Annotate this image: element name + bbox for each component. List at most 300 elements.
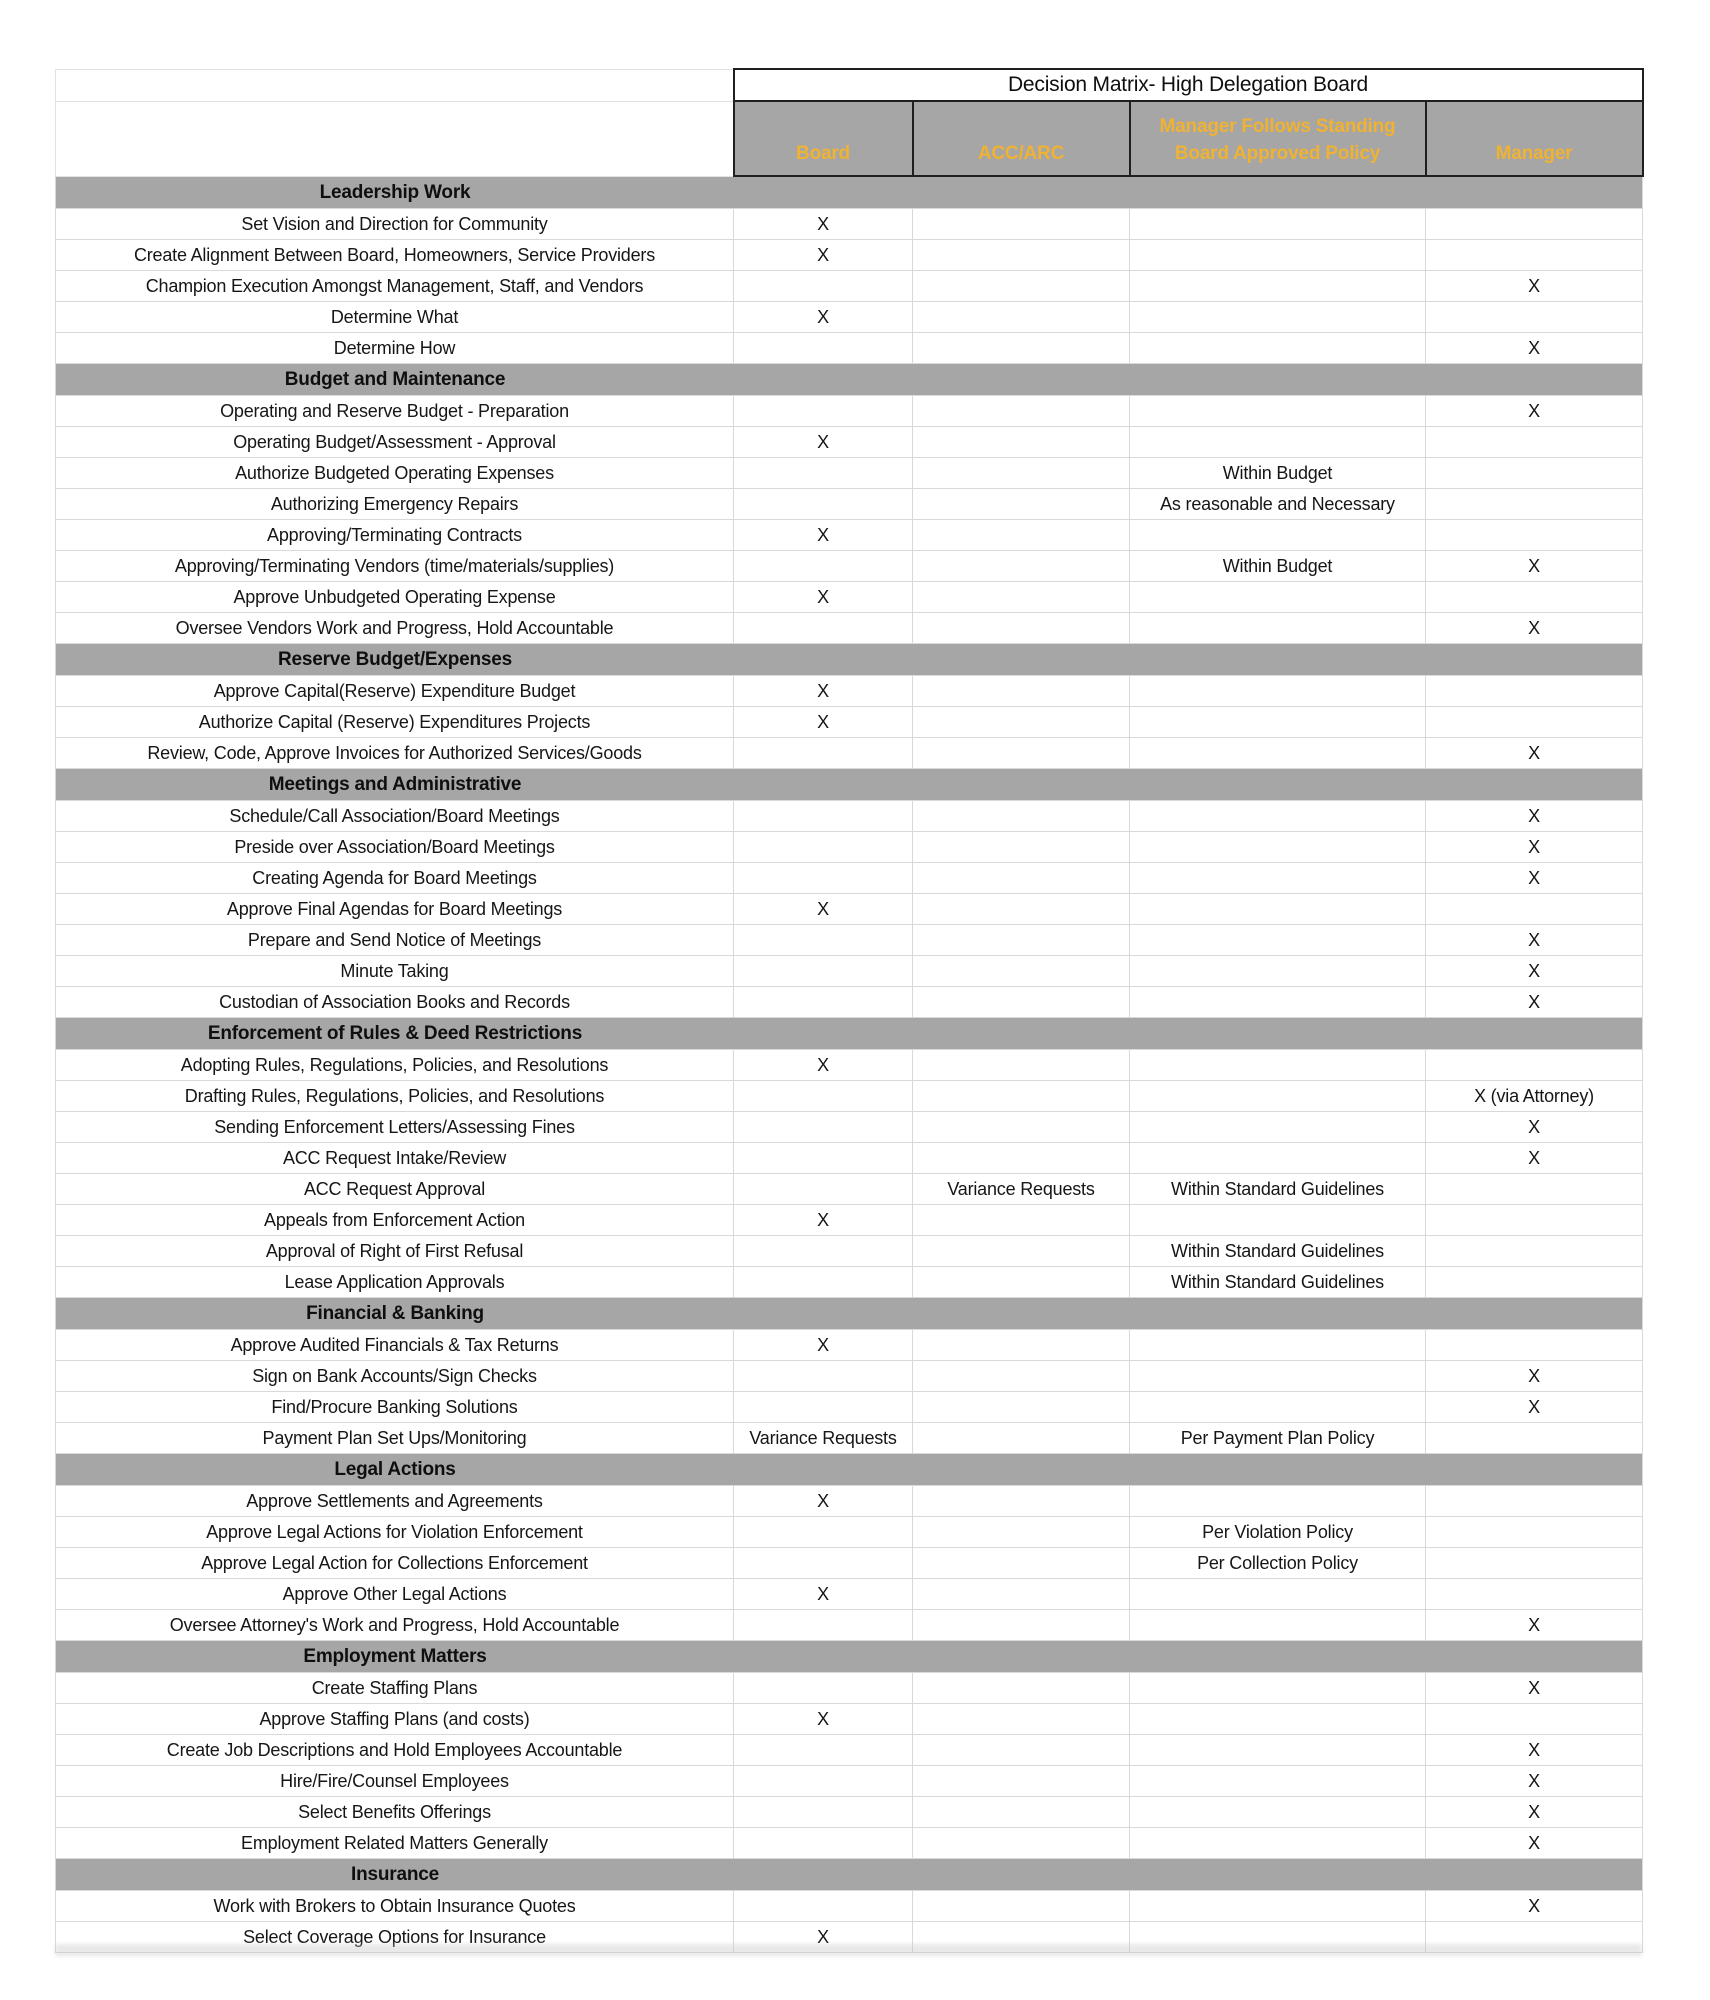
matrix-cell: X bbox=[1426, 333, 1643, 364]
table-row bbox=[56, 1174, 1643, 1205]
matrix-cell: X bbox=[1426, 956, 1643, 987]
matrix-cell bbox=[1426, 240, 1643, 271]
matrix-cell bbox=[913, 427, 1130, 458]
section-label: Budget and Maintenance bbox=[284, 369, 506, 390]
task-label: Custodian of Association Books and Records bbox=[56, 987, 734, 1018]
matrix-cell bbox=[1130, 801, 1426, 832]
table-row bbox=[56, 302, 1643, 333]
matrix-cell bbox=[734, 1548, 913, 1579]
matrix-cell bbox=[913, 1797, 1130, 1828]
task-label: Work with Brokers to Obtain Insurance Quotes bbox=[56, 1891, 734, 1922]
matrix-cell bbox=[1426, 582, 1643, 613]
table-row bbox=[56, 1735, 1643, 1766]
matrix-cell bbox=[1426, 1050, 1643, 1081]
matrix-cell: X bbox=[1426, 1891, 1643, 1922]
matrix-cell bbox=[913, 613, 1130, 644]
table-row bbox=[56, 396, 1643, 427]
matrix-cell bbox=[913, 1735, 1130, 1766]
section-header-cell bbox=[56, 176, 1643, 209]
matrix-cell: X bbox=[734, 1486, 913, 1517]
matrix-cell bbox=[1130, 832, 1426, 863]
matrix-cell bbox=[913, 1517, 1130, 1548]
section-header-row bbox=[56, 1298, 1643, 1330]
matrix-cell bbox=[1130, 1330, 1426, 1361]
matrix-cell bbox=[913, 832, 1130, 863]
matrix-cell bbox=[913, 1579, 1130, 1610]
matrix-cell bbox=[913, 1081, 1130, 1112]
task-label: Create Alignment Between Board, Homeowners, Service Providers bbox=[56, 240, 734, 271]
table-row bbox=[56, 1143, 1643, 1174]
table-row bbox=[56, 520, 1643, 551]
matrix-cell bbox=[734, 1392, 913, 1423]
matrix-cell: Per Violation Policy bbox=[1130, 1517, 1426, 1548]
task-label: ACC Request Intake/Review bbox=[56, 1143, 734, 1174]
column-header-manager-follows-policy: Manager Follows Standing Board Approved Policy bbox=[1130, 101, 1426, 176]
matrix-cell bbox=[1130, 427, 1426, 458]
matrix-cell bbox=[913, 458, 1130, 489]
table-row bbox=[56, 458, 1643, 489]
matrix-cell bbox=[1130, 520, 1426, 551]
table-row bbox=[56, 894, 1643, 925]
table-row bbox=[56, 1423, 1643, 1454]
matrix-cell bbox=[1426, 1330, 1643, 1361]
matrix-cell bbox=[913, 863, 1130, 894]
matrix-cell: X bbox=[1426, 1735, 1643, 1766]
matrix-cell: X bbox=[734, 1922, 913, 1953]
matrix-cell bbox=[734, 1828, 913, 1859]
matrix-cell bbox=[913, 1392, 1130, 1423]
section-label: Financial & Banking bbox=[306, 1303, 484, 1324]
matrix-cell bbox=[1130, 1112, 1426, 1143]
matrix-cell bbox=[1426, 1205, 1643, 1236]
matrix-cell bbox=[1426, 1423, 1643, 1454]
task-label: Set Vision and Direction for Community bbox=[56, 209, 734, 240]
task-label: Approve Legal Action for Collections Enforcement bbox=[56, 1548, 734, 1579]
matrix-cell: X bbox=[1426, 396, 1643, 427]
matrix-cell bbox=[734, 987, 913, 1018]
matrix-cell bbox=[734, 1267, 913, 1298]
table-row bbox=[56, 1766, 1643, 1797]
matrix-cell: X bbox=[1426, 1392, 1643, 1423]
section-header-row bbox=[56, 1859, 1643, 1891]
table-row bbox=[56, 956, 1643, 987]
matrix-cell bbox=[734, 458, 913, 489]
task-label: Approve Final Agendas for Board Meetings bbox=[56, 894, 734, 925]
task-label: Hire/Fire/Counsel Employees bbox=[56, 1766, 734, 1797]
matrix-cell bbox=[1130, 302, 1426, 333]
task-label: Champion Execution Amongst Management, Staff, and Vendors bbox=[56, 271, 734, 302]
task-label: Approve Staffing Plans (and costs) bbox=[56, 1704, 734, 1735]
matrix-cell bbox=[734, 1236, 913, 1267]
matrix-cell bbox=[913, 271, 1130, 302]
matrix-cell: X bbox=[1426, 987, 1643, 1018]
matrix-cell bbox=[913, 1330, 1130, 1361]
matrix-cell bbox=[734, 1517, 913, 1548]
matrix-cell bbox=[734, 333, 913, 364]
task-label: Operating and Reserve Budget - Preparation bbox=[56, 396, 734, 427]
matrix-cell: Within Budget bbox=[1130, 551, 1426, 582]
section-header-row bbox=[56, 1018, 1643, 1050]
scan-artifact bbox=[55, 1944, 1642, 1956]
matrix-cell bbox=[1130, 1735, 1426, 1766]
matrix-cell bbox=[913, 1766, 1130, 1797]
matrix-cell: X bbox=[734, 1050, 913, 1081]
task-label: Oversee Vendors Work and Progress, Hold Accountable bbox=[56, 613, 734, 644]
task-label: Select Benefits Offerings bbox=[56, 1797, 734, 1828]
table-row bbox=[56, 1828, 1643, 1859]
column-header-row bbox=[56, 101, 1643, 176]
column-header-acc-arc: ACC/ARC bbox=[913, 101, 1130, 176]
matrix-cell bbox=[1130, 1673, 1426, 1704]
matrix-cell bbox=[1130, 1579, 1426, 1610]
table-row bbox=[56, 707, 1643, 738]
section-header-row bbox=[56, 364, 1643, 396]
task-label: Create Job Descriptions and Hold Employees Accountable bbox=[56, 1735, 734, 1766]
task-label: Minute Taking bbox=[56, 956, 734, 987]
section-label: Leadership Work bbox=[319, 182, 471, 203]
matrix-cell: X bbox=[734, 302, 913, 333]
matrix-cell bbox=[1130, 1361, 1426, 1392]
matrix-cell bbox=[913, 894, 1130, 925]
matrix-cell bbox=[734, 489, 913, 520]
section-header-row bbox=[56, 176, 1643, 209]
section-header-row bbox=[56, 1641, 1643, 1673]
matrix-cell: X bbox=[734, 520, 913, 551]
section-label: Employment Matters bbox=[303, 1646, 487, 1667]
table-row bbox=[56, 676, 1643, 707]
table-row bbox=[56, 551, 1643, 582]
matrix-cell bbox=[1426, 1704, 1643, 1735]
matrix-cell bbox=[913, 1486, 1130, 1517]
section-header-cell bbox=[56, 1018, 1643, 1050]
matrix-cell bbox=[1426, 1236, 1643, 1267]
matrix-cell: X bbox=[734, 1704, 913, 1735]
matrix-cell: Per Collection Policy bbox=[1130, 1548, 1426, 1579]
matrix-cell bbox=[913, 302, 1130, 333]
matrix-cell: Within Standard Guidelines bbox=[1130, 1174, 1426, 1205]
task-label: Approve Capital(Reserve) Expenditure Budget bbox=[56, 676, 734, 707]
matrix-cell bbox=[734, 863, 913, 894]
table-row bbox=[56, 1050, 1643, 1081]
matrix-cell bbox=[1426, 1579, 1643, 1610]
matrix-cell: X bbox=[1426, 551, 1643, 582]
matrix-cell bbox=[1130, 396, 1426, 427]
task-label: Authorize Capital (Reserve) Expenditures Projects bbox=[56, 707, 734, 738]
matrix-cell: Per Payment Plan Policy bbox=[1130, 1423, 1426, 1454]
section-header-row bbox=[56, 644, 1643, 676]
task-label: Creating Agenda for Board Meetings bbox=[56, 863, 734, 894]
matrix-cell bbox=[913, 333, 1130, 364]
matrix-cell bbox=[734, 1174, 913, 1205]
matrix-cell: X bbox=[734, 209, 913, 240]
column-header-manager: Manager bbox=[1426, 101, 1643, 176]
matrix-cell bbox=[1426, 1486, 1643, 1517]
matrix-cell bbox=[913, 1267, 1130, 1298]
matrix-cell bbox=[913, 1673, 1130, 1704]
matrix-cell: X bbox=[734, 1579, 913, 1610]
matrix-cell bbox=[1426, 1267, 1643, 1298]
matrix-cell: X bbox=[1426, 738, 1643, 769]
task-label: ACC Request Approval bbox=[56, 1174, 734, 1205]
matrix-cell bbox=[913, 738, 1130, 769]
table-row bbox=[56, 1704, 1643, 1735]
matrix-cell bbox=[1426, 1517, 1643, 1548]
matrix-cell: Within Standard Guidelines bbox=[1130, 1267, 1426, 1298]
matrix-cell: Variance Requests bbox=[913, 1174, 1130, 1205]
matrix-cell: X bbox=[734, 427, 913, 458]
task-label: Approval of Right of First Refusal bbox=[56, 1236, 734, 1267]
task-label: Sign on Bank Accounts/Sign Checks bbox=[56, 1361, 734, 1392]
matrix-cell: X bbox=[1426, 1610, 1643, 1641]
table-row bbox=[56, 1610, 1643, 1641]
matrix-cell bbox=[1130, 333, 1426, 364]
table-row bbox=[56, 1891, 1643, 1922]
matrix-cell bbox=[913, 551, 1130, 582]
table-row bbox=[56, 613, 1643, 644]
task-label: Prepare and Send Notice of Meetings bbox=[56, 925, 734, 956]
task-label: Authorizing Emergency Repairs bbox=[56, 489, 734, 520]
table-row bbox=[56, 271, 1643, 302]
matrix-cell bbox=[1130, 956, 1426, 987]
matrix-cell bbox=[734, 801, 913, 832]
table-row bbox=[56, 863, 1643, 894]
table-row bbox=[56, 1673, 1643, 1704]
table-row bbox=[56, 1330, 1643, 1361]
matrix-cell bbox=[734, 1361, 913, 1392]
matrix-cell: X bbox=[734, 676, 913, 707]
matrix-cell bbox=[1130, 925, 1426, 956]
section-label: Legal Actions bbox=[334, 1459, 456, 1480]
table-row bbox=[56, 333, 1643, 364]
matrix-cell bbox=[734, 738, 913, 769]
matrix-cell bbox=[1130, 1797, 1426, 1828]
matrix-cell bbox=[1426, 458, 1643, 489]
matrix-cell: X bbox=[734, 707, 913, 738]
matrix-cell: X bbox=[1426, 1673, 1643, 1704]
matrix-cell bbox=[734, 1673, 913, 1704]
matrix-cell bbox=[1130, 1205, 1426, 1236]
matrix-cell bbox=[734, 1143, 913, 1174]
matrix-cell: X bbox=[1426, 832, 1643, 863]
matrix-cell bbox=[734, 1735, 913, 1766]
task-label: Employment Related Matters Generally bbox=[56, 1828, 734, 1859]
table-row bbox=[56, 1112, 1643, 1143]
section-label: Enforcement of Rules & Deed Restrictions bbox=[207, 1023, 583, 1044]
matrix-cell bbox=[734, 1610, 913, 1641]
matrix-cell bbox=[1130, 707, 1426, 738]
task-label: Approve Legal Actions for Violation Enforcement bbox=[56, 1517, 734, 1548]
section-header-cell bbox=[56, 364, 1643, 396]
task-label: Determine What bbox=[56, 302, 734, 333]
table-row bbox=[56, 1236, 1643, 1267]
matrix-cell: X bbox=[734, 582, 913, 613]
table-row bbox=[56, 1579, 1643, 1610]
matrix-cell bbox=[913, 1205, 1130, 1236]
section-header-cell bbox=[56, 769, 1643, 801]
matrix-cell bbox=[1130, 738, 1426, 769]
matrix-cell: X bbox=[734, 240, 913, 271]
section-header-cell bbox=[56, 1454, 1643, 1486]
matrix-cell bbox=[1130, 1828, 1426, 1859]
matrix-cell bbox=[734, 1797, 913, 1828]
task-label: Find/Procure Banking Solutions bbox=[56, 1392, 734, 1423]
matrix-cell bbox=[734, 551, 913, 582]
matrix-cell bbox=[734, 271, 913, 302]
section-header-cell bbox=[56, 1859, 1643, 1891]
table-row bbox=[56, 209, 1643, 240]
section-header-cell bbox=[56, 1641, 1643, 1673]
matrix-cell bbox=[1426, 894, 1643, 925]
matrix-cell bbox=[1426, 520, 1643, 551]
matrix-cell bbox=[913, 1050, 1130, 1081]
table-title: Decision Matrix- High Delegation Board bbox=[734, 69, 1643, 101]
matrix-cell: X bbox=[1426, 1361, 1643, 1392]
matrix-cell bbox=[734, 1081, 913, 1112]
table-row bbox=[56, 427, 1643, 458]
table-row bbox=[56, 1797, 1643, 1828]
matrix-cell bbox=[734, 1891, 913, 1922]
task-label: Approving/Terminating Vendors (time/materials/supplies) bbox=[56, 551, 734, 582]
matrix-cell bbox=[1426, 1174, 1643, 1205]
matrix-cell bbox=[913, 987, 1130, 1018]
decision-matrix-table bbox=[55, 68, 1644, 1953]
matrix-cell: Variance Requests bbox=[734, 1423, 913, 1454]
table-row bbox=[56, 738, 1643, 769]
section-label: Meetings and Administrative bbox=[268, 774, 522, 795]
matrix-cell bbox=[1130, 1050, 1426, 1081]
matrix-cell bbox=[913, 1112, 1130, 1143]
task-label: Approve Unbudgeted Operating Expense bbox=[56, 582, 734, 613]
matrix-cell: Within Budget bbox=[1130, 458, 1426, 489]
table-row bbox=[56, 1517, 1643, 1548]
matrix-cell: X bbox=[1426, 863, 1643, 894]
task-label: Approve Other Legal Actions bbox=[56, 1579, 734, 1610]
matrix-cell bbox=[913, 707, 1130, 738]
matrix-cell bbox=[913, 582, 1130, 613]
table-row bbox=[56, 489, 1643, 520]
section-header-cell bbox=[56, 1298, 1643, 1330]
matrix-cell bbox=[913, 1143, 1130, 1174]
task-label: Approving/Terminating Contracts bbox=[56, 520, 734, 551]
matrix-cell bbox=[1130, 1891, 1426, 1922]
matrix-cell bbox=[913, 1423, 1130, 1454]
matrix-cell bbox=[913, 676, 1130, 707]
matrix-cell bbox=[734, 925, 913, 956]
matrix-cell bbox=[1426, 427, 1643, 458]
matrix-cell bbox=[913, 925, 1130, 956]
matrix-cell bbox=[1426, 707, 1643, 738]
matrix-cell bbox=[1130, 1704, 1426, 1735]
matrix-cell bbox=[913, 1236, 1130, 1267]
matrix-cell: X bbox=[1426, 801, 1643, 832]
matrix-cell bbox=[913, 1704, 1130, 1735]
task-label: Review, Code, Approve Invoices for Authorized Services/Goods bbox=[56, 738, 734, 769]
table-row bbox=[56, 1548, 1643, 1579]
matrix-cell bbox=[734, 396, 913, 427]
matrix-cell bbox=[1426, 209, 1643, 240]
task-label: Payment Plan Set Ups/Monitoring bbox=[56, 1423, 734, 1454]
task-label: Approve Settlements and Agreements bbox=[56, 1486, 734, 1517]
matrix-cell: X bbox=[734, 894, 913, 925]
matrix-cell bbox=[1426, 302, 1643, 333]
corner-cell-upper bbox=[56, 69, 734, 101]
matrix-cell bbox=[913, 489, 1130, 520]
matrix-cell bbox=[1130, 1610, 1426, 1641]
task-label: Approve Audited Financials & Tax Returns bbox=[56, 1330, 734, 1361]
matrix-cell bbox=[1130, 209, 1426, 240]
matrix-cell bbox=[1130, 1081, 1426, 1112]
matrix-cell: X bbox=[1426, 271, 1643, 302]
section-label: Reserve Budget/Expenses bbox=[277, 649, 513, 670]
column-header-board: Board bbox=[734, 101, 913, 176]
matrix-cell bbox=[1130, 271, 1426, 302]
matrix-cell bbox=[1130, 1766, 1426, 1797]
task-label: Schedule/Call Association/Board Meetings bbox=[56, 801, 734, 832]
matrix-cell bbox=[734, 1766, 913, 1797]
matrix-cell bbox=[1130, 863, 1426, 894]
matrix-cell bbox=[1426, 489, 1643, 520]
matrix-cell: X bbox=[1426, 925, 1643, 956]
matrix-cell bbox=[913, 396, 1130, 427]
matrix-cell: As reasonable and Necessary bbox=[1130, 489, 1426, 520]
matrix-cell bbox=[913, 1610, 1130, 1641]
task-label: Select Coverage Options for Insurance bbox=[56, 1922, 734, 1953]
table-row bbox=[56, 925, 1643, 956]
title-row bbox=[56, 69, 1643, 101]
matrix-cell bbox=[1130, 894, 1426, 925]
matrix-cell bbox=[1426, 676, 1643, 707]
table-row bbox=[56, 582, 1643, 613]
matrix-cell: X bbox=[1426, 1766, 1643, 1797]
matrix-cell: X bbox=[1426, 1797, 1643, 1828]
matrix-cell: X bbox=[734, 1205, 913, 1236]
matrix-cell bbox=[1130, 676, 1426, 707]
table-row bbox=[56, 1361, 1643, 1392]
matrix-cell: X bbox=[1426, 1143, 1643, 1174]
matrix-cell bbox=[913, 956, 1130, 987]
table-row bbox=[56, 1392, 1643, 1423]
table-row bbox=[56, 240, 1643, 271]
table-row bbox=[56, 832, 1643, 863]
table-row bbox=[56, 1205, 1643, 1236]
task-label: Authorize Budgeted Operating Expenses bbox=[56, 458, 734, 489]
task-label: Preside over Association/Board Meetings bbox=[56, 832, 734, 863]
matrix-cell: X (via Attorney) bbox=[1426, 1081, 1643, 1112]
matrix-cell: X bbox=[1426, 613, 1643, 644]
section-label: Insurance bbox=[351, 1864, 439, 1885]
table-row bbox=[56, 1486, 1643, 1517]
matrix-cell bbox=[1130, 1392, 1426, 1423]
matrix-cell bbox=[913, 209, 1130, 240]
table-row bbox=[56, 1267, 1643, 1298]
task-label: Lease Application Approvals bbox=[56, 1267, 734, 1298]
task-label: Appeals from Enforcement Action bbox=[56, 1205, 734, 1236]
matrix-body bbox=[56, 69, 1643, 1953]
matrix-cell bbox=[913, 240, 1130, 271]
task-label: Sending Enforcement Letters/Assessing Fines bbox=[56, 1112, 734, 1143]
table-row bbox=[56, 801, 1643, 832]
matrix-cell: X bbox=[1426, 1112, 1643, 1143]
matrix-cell bbox=[734, 956, 913, 987]
matrix-cell bbox=[913, 1891, 1130, 1922]
matrix-cell bbox=[913, 801, 1130, 832]
task-label: Drafting Rules, Regulations, Policies, and Resolutions bbox=[56, 1081, 734, 1112]
matrix-cell bbox=[734, 1112, 913, 1143]
matrix-cell bbox=[1130, 1143, 1426, 1174]
matrix-cell bbox=[913, 1548, 1130, 1579]
matrix-cell bbox=[1130, 240, 1426, 271]
corner-cell-lower bbox=[56, 101, 734, 176]
